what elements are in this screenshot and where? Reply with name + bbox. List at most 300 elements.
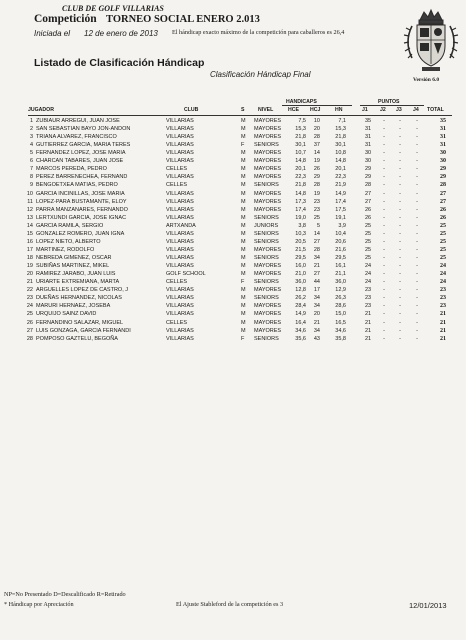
cell-j1: 29 <box>364 174 372 181</box>
cell-j4: - <box>416 271 418 278</box>
cell-total: 31 <box>440 134 446 141</box>
cell-j4: - <box>416 230 418 237</box>
cell-j2: - <box>383 311 385 318</box>
cell-name: RAMIREZ JARABO, JUAN LUIS <box>36 271 116 278</box>
cell-s: M <box>241 214 246 221</box>
cell-hce: 14,8 <box>295 158 306 165</box>
table-row <box>0 320 466 328</box>
cell-j4: - <box>416 190 418 197</box>
cell-total: 21 <box>440 335 446 342</box>
cell-pos: 20 <box>26 271 33 278</box>
cell-j1: 23 <box>364 295 372 302</box>
cell-j2: - <box>383 327 385 334</box>
cell-nivel: SENIORS <box>254 142 279 149</box>
cell-hn: 34,6 <box>335 327 346 334</box>
cell-j3: - <box>399 182 401 189</box>
cell-s: M <box>241 158 246 165</box>
cell-hn: 16,1 <box>335 263 346 270</box>
cell-name: FERNANDINO SALAZAR, MIGUEL <box>36 319 124 326</box>
cell-j3: - <box>399 311 401 318</box>
table-row <box>0 134 466 142</box>
table-row <box>0 215 466 223</box>
cell-j4: - <box>416 182 418 189</box>
cell-pos: 22 <box>26 287 33 294</box>
cell-s: M <box>241 222 246 229</box>
cell-pos: 6 <box>29 158 33 165</box>
cell-j3: - <box>399 335 401 342</box>
cell-j2: - <box>383 214 385 221</box>
cell-name: TRIANA ALVAREZ, FRANCISCO <box>36 134 117 141</box>
table-row <box>0 174 466 182</box>
subtitle: Clasificación Hándicap Final <box>210 70 311 79</box>
cell-j3: - <box>399 327 401 334</box>
col-hn: HN <box>335 107 343 113</box>
cell-j2: - <box>383 126 385 133</box>
col-j3: J3 <box>396 107 402 113</box>
cell-name: POMPOSO GAZTELU, BEGOÑA <box>36 335 118 342</box>
cell-total: 29 <box>440 174 446 181</box>
cell-hn: 21,1 <box>335 271 346 278</box>
cell-j3: - <box>399 303 401 310</box>
cell-pos: 7 <box>29 166 33 173</box>
cell-j3: - <box>399 255 401 262</box>
col-club: CLUB <box>184 107 199 113</box>
col-j4: J4 <box>413 107 419 113</box>
cell-pos: 4 <box>29 142 33 149</box>
cell-name: SUBIÑAS MARTINEZ, MIKEL <box>36 263 110 270</box>
col-nivel: NIVEL <box>258 107 274 113</box>
cell-hn: 21,8 <box>335 134 346 141</box>
cell-name: MARCOS PEREDA, PEDRO <box>36 166 107 173</box>
cell-pos: 27 <box>26 327 33 334</box>
cell-name: GUTIERREZ GARCIA, MARIA TERES <box>36 142 131 149</box>
cell-name: LUIS GONZAGA, GARCIA FERNANDI <box>36 327 131 334</box>
cell-pos: 26 <box>26 319 33 326</box>
cell-s: M <box>241 255 246 262</box>
cell-j4: - <box>416 295 418 302</box>
cell-hcj: 23 <box>313 206 320 213</box>
cell-total: 29 <box>440 166 446 173</box>
cell-name: FERNANDEZ LOPEZ, JOSE MARIA <box>36 150 126 157</box>
cell-j1: 25 <box>364 255 372 262</box>
table-row <box>0 231 466 239</box>
cell-pos: 2 <box>29 126 33 133</box>
cell-hce: 10,7 <box>295 150 306 157</box>
cell-name: BENGOETXEA MATIAS, PEDRO <box>36 182 118 189</box>
table-row <box>0 336 466 344</box>
cell-j4: - <box>416 158 418 165</box>
table-row <box>0 158 466 166</box>
cell-pos: 16 <box>26 238 33 245</box>
cell-hcj: 27 <box>313 238 320 245</box>
cell-s: F <box>241 279 245 286</box>
cell-s: M <box>241 230 246 237</box>
cell-j1: 24 <box>364 271 372 278</box>
cell-j4: - <box>416 198 418 205</box>
cell-total: 31 <box>440 142 446 149</box>
cell-hcj: 17 <box>313 287 320 294</box>
cell-s: M <box>241 319 246 326</box>
table-row <box>0 150 466 158</box>
col-sex: S <box>241 107 245 113</box>
cell-j2: - <box>383 158 385 165</box>
cell-j2: - <box>383 166 385 173</box>
cell-j4: - <box>416 327 418 334</box>
table-row <box>0 223 466 231</box>
cell-hce: 17,3 <box>295 198 306 205</box>
header-rule <box>28 115 452 116</box>
cell-j2: - <box>383 134 385 141</box>
cell-j4: - <box>416 214 418 221</box>
cell-j1: 24 <box>364 263 372 270</box>
cell-nivel: MAYORES <box>254 319 282 326</box>
cell-j2: - <box>383 174 385 181</box>
cell-club: VILLARIAS <box>166 311 194 318</box>
cell-hce: 3,8 <box>298 222 306 229</box>
cell-s: M <box>241 263 246 270</box>
cell-hcj: 34 <box>313 303 320 310</box>
cell-nivel: MAYORES <box>254 134 282 141</box>
cell-j4: - <box>416 335 418 342</box>
cell-j4: - <box>416 118 418 124</box>
cell-hn: 7,1 <box>338 118 346 124</box>
cell-hce: 34,6 <box>295 327 306 334</box>
cell-j4: - <box>416 174 418 181</box>
cell-club: VILLARIAS <box>166 327 194 334</box>
cell-hcj: 27 <box>313 271 320 278</box>
group-puntos: PUNTOS <box>378 99 400 105</box>
cell-total: 30 <box>440 158 446 165</box>
start-date: 12 de enero de 2013 <box>84 29 158 38</box>
cell-nivel: MAYORES <box>254 166 282 173</box>
cell-hcj: 44 <box>313 279 320 286</box>
legend-status: NP=No Presentado D=Descalificado R=Retirado <box>4 591 126 598</box>
cell-club: VILLARIAS <box>166 214 194 221</box>
cell-nivel: SENIORS <box>254 214 279 221</box>
cell-total: 31 <box>440 126 446 133</box>
cell-hn: 10,8 <box>335 150 346 157</box>
cell-j3: - <box>399 142 401 149</box>
cell-name: PEREZ BARRENECHEA, FERNAND <box>36 174 128 181</box>
cell-hcj: 28 <box>313 134 320 141</box>
cell-j3: - <box>399 287 401 294</box>
cell-club: CELLES <box>166 319 188 326</box>
cell-total: 24 <box>440 271 446 278</box>
group-handicaps: HANDICAPS <box>286 99 317 105</box>
cell-hce: 16,4 <box>295 319 306 326</box>
cell-j1: 30 <box>364 150 372 157</box>
cell-name: CHARCAN TABARES, JUAN JOSE <box>36 158 124 165</box>
cell-hn: 15,3 <box>335 126 346 133</box>
club-name: CLUB DE GOLF VILLARIAS <box>62 4 164 13</box>
cell-total: 23 <box>440 287 446 294</box>
cell-pos: 18 <box>26 255 33 262</box>
table-row <box>0 255 466 263</box>
cell-club: GOLF SCHOOL <box>166 271 206 278</box>
cell-j4: - <box>416 166 418 173</box>
cell-total: 23 <box>440 303 446 310</box>
cell-s: M <box>241 198 246 205</box>
cell-hn: 14,8 <box>335 158 346 165</box>
cell-name: LOPEZ-PARA BUSTAMANTE, ELOY <box>36 198 127 205</box>
cell-nivel: MAYORES <box>254 174 282 181</box>
cell-j2: - <box>383 142 385 149</box>
cell-nivel: MAYORES <box>254 158 282 165</box>
cell-nivel: JUNIORS <box>254 222 279 229</box>
cell-nivel: MAYORES <box>254 246 282 253</box>
cell-club: VILLARIAS <box>166 246 194 253</box>
cell-j1: 27 <box>364 198 372 205</box>
cell-club: VILLARIAS <box>166 206 194 213</box>
cell-hce: 20,1 <box>295 166 306 173</box>
cell-j2: - <box>383 182 385 189</box>
cell-nivel: MAYORES <box>254 126 282 133</box>
cell-hn: 20,1 <box>335 166 346 173</box>
cell-j1: 26 <box>364 206 372 213</box>
cell-nivel: MAYORES <box>254 263 282 270</box>
cell-club: VILLARIAS <box>166 230 194 237</box>
table-row <box>0 191 466 199</box>
cell-j4: - <box>416 150 418 157</box>
table-row <box>0 328 466 336</box>
cell-s: M <box>241 118 246 124</box>
cell-j4: - <box>416 206 418 213</box>
cell-j4: - <box>416 142 418 149</box>
cell-j1: 21 <box>364 327 372 334</box>
cell-j3: - <box>399 158 401 165</box>
cell-j1: 35 <box>364 118 372 124</box>
cell-j1: 31 <box>364 126 372 133</box>
cell-j1: 31 <box>364 142 372 149</box>
table-row <box>0 126 466 134</box>
cell-s: M <box>241 295 246 302</box>
table-header <box>28 98 452 116</box>
cell-hce: 20,5 <box>295 238 306 245</box>
cell-total: 26 <box>440 206 446 213</box>
cell-hcj: 14 <box>313 230 320 237</box>
cell-total: 25 <box>440 238 446 245</box>
table-row <box>0 247 466 255</box>
cell-hcj: 10 <box>313 118 320 124</box>
cell-j4: - <box>416 246 418 253</box>
table-row <box>0 295 466 303</box>
cell-j1: 28 <box>364 182 372 189</box>
cell-total: 26 <box>440 214 446 221</box>
cell-hn: 21,6 <box>335 246 346 253</box>
cell-j3: - <box>399 190 401 197</box>
cell-j1: 30 <box>364 158 372 165</box>
cell-hcj: 29 <box>313 174 320 181</box>
cell-j3: - <box>399 134 401 141</box>
cell-j1: 27 <box>364 190 372 197</box>
cell-pos: 13 <box>26 214 33 221</box>
cell-name: URIARTE EXTREMIANA, MARTA <box>36 279 120 286</box>
cell-pos: 5 <box>29 150 33 157</box>
table-row <box>0 303 466 311</box>
cell-pos: 17 <box>26 246 33 253</box>
cell-club: VILLARIAS <box>166 198 194 205</box>
stableford-note: El Ajuste Stableford de la competición es 3 <box>176 601 284 608</box>
cell-hcj: 20 <box>313 126 320 133</box>
cell-j3: - <box>399 295 401 302</box>
cell-hcj: 28 <box>313 182 320 189</box>
cell-name: NEBREDA GIMENEZ, OSCAR <box>36 255 112 262</box>
cell-s: M <box>241 303 246 310</box>
cell-hce: 28,4 <box>295 303 306 310</box>
cell-j2: - <box>383 335 385 342</box>
cell-name: GARCIA RAMILA, SERGIO <box>36 222 104 229</box>
table-row <box>0 311 466 319</box>
cell-j2: - <box>383 255 385 262</box>
cell-j2: - <box>383 287 385 294</box>
cell-j3: - <box>399 150 401 157</box>
cell-hcj: 25 <box>313 214 320 221</box>
cell-hn: 28,6 <box>335 303 346 310</box>
cell-j4: - <box>416 238 418 245</box>
cell-hce: 21,0 <box>295 271 306 278</box>
cell-j3: - <box>399 118 401 124</box>
cell-j4: - <box>416 134 418 141</box>
cell-name: GARCIA INCINILLAS, JOSE MARIA <box>36 190 125 197</box>
cell-name: ZUBIAUR ARREGUI, JUAN JOSE <box>36 118 120 124</box>
cell-j2: - <box>383 295 385 302</box>
cell-club: VILLARIAS <box>166 118 194 124</box>
cell-j1: 23 <box>364 287 372 294</box>
cell-s: M <box>241 271 246 278</box>
cell-j1: 25 <box>364 238 372 245</box>
cell-j4: - <box>416 287 418 294</box>
cell-j4: - <box>416 279 418 286</box>
cell-j3: - <box>399 206 401 213</box>
cell-j1: 31 <box>364 134 372 141</box>
competition-label: Competición <box>34 13 97 25</box>
cell-j2: - <box>383 230 385 237</box>
cell-hn: 29,5 <box>335 255 346 262</box>
cell-hn: 21,9 <box>335 182 346 189</box>
table-row <box>0 142 466 150</box>
cell-total: 27 <box>440 190 446 197</box>
cell-hcj: 26 <box>313 166 320 173</box>
cell-j3: - <box>399 126 401 133</box>
table-row <box>0 207 466 215</box>
cell-name: ARGUELLES LOPEZ DE CASTRO, J <box>36 287 128 294</box>
cell-hcj: 5 <box>316 222 320 229</box>
cell-j4: - <box>416 255 418 262</box>
cell-hce: 14,9 <box>295 311 306 318</box>
cell-hce: 10,3 <box>295 230 306 237</box>
cell-j2: - <box>383 246 385 253</box>
cell-s: M <box>241 134 246 141</box>
col-hce: HCE <box>288 107 299 113</box>
cell-hcj: 34 <box>313 295 320 302</box>
cell-hn: 15,0 <box>335 311 346 318</box>
cell-hce: 22,3 <box>295 174 306 181</box>
cell-hce: 21,8 <box>295 182 306 189</box>
cell-pos: 1 <box>29 118 33 124</box>
cell-club: VILLARIAS <box>166 255 194 262</box>
cell-club: VILLARIAS <box>166 126 194 133</box>
cell-nivel: SENIORS <box>254 335 279 342</box>
cell-pos: 10 <box>26 190 33 197</box>
cell-club: VILLARIAS <box>166 263 194 270</box>
cell-j2: - <box>383 303 385 310</box>
cell-club: VILLARIAS <box>166 303 194 310</box>
cell-hce: 7,5 <box>298 118 306 124</box>
cell-nivel: MAYORES <box>254 287 282 294</box>
cell-hn: 22,3 <box>335 174 346 181</box>
cell-hcj: 21 <box>313 319 320 326</box>
handicap-note: El hándicap exacto máximo de la competición para caballeros es 26,4 <box>172 29 345 36</box>
cell-j1: 25 <box>364 230 372 237</box>
cell-s: M <box>241 150 246 157</box>
cell-j3: - <box>399 279 401 286</box>
cell-s: M <box>241 287 246 294</box>
cell-j3: - <box>399 271 401 278</box>
cell-club: CELLES <box>166 182 188 189</box>
cell-name: MARURI HERNAEZ, JOSEBA <box>36 303 111 310</box>
cell-nivel: SENIORS <box>254 255 279 262</box>
cell-club: VILLARIAS <box>166 134 194 141</box>
cell-pos: 25 <box>26 311 33 318</box>
cell-hn: 12,9 <box>335 287 346 294</box>
cell-pos: 19 <box>26 263 33 270</box>
print-date: 12/01/2013 <box>409 601 447 610</box>
cell-hn: 20,6 <box>335 238 346 245</box>
cell-hcj: 20 <box>313 311 320 318</box>
cell-total: 27 <box>440 198 446 205</box>
cell-club: VILLARIAS <box>166 335 194 342</box>
table-row <box>0 118 466 126</box>
table-row <box>0 279 466 287</box>
col-hcj: HCJ <box>310 107 321 113</box>
cell-hcj: 19 <box>313 190 320 197</box>
cell-j1: 29 <box>364 166 372 173</box>
cell-total: 35 <box>440 118 446 124</box>
cell-total: 25 <box>440 246 446 253</box>
cell-hce: 15,3 <box>295 126 306 133</box>
cell-j2: - <box>383 222 385 229</box>
cell-club: CELLES <box>166 166 188 173</box>
cell-total: 21 <box>440 311 446 318</box>
cell-j2: - <box>383 319 385 326</box>
cell-pos: 14 <box>26 222 33 229</box>
cell-nivel: SENIORS <box>254 279 279 286</box>
cell-total: 21 <box>440 327 446 334</box>
cell-j1: 24 <box>364 279 372 286</box>
cell-j1: 21 <box>364 319 372 326</box>
col-total: TOTAL <box>427 107 444 113</box>
cell-nivel: MAYORES <box>254 206 282 213</box>
cell-hce: 30,1 <box>295 142 306 149</box>
cell-nivel: MAYORES <box>254 311 282 318</box>
table-row <box>0 263 466 271</box>
cell-j2: - <box>383 198 385 205</box>
cell-j2: - <box>383 263 385 270</box>
competition-name: TORNEO SOCIAL ENERO 2.013 <box>106 14 260 25</box>
cell-club: VILLARIAS <box>166 295 194 302</box>
cell-j2: - <box>383 238 385 245</box>
cell-j4: - <box>416 319 418 326</box>
cell-j3: - <box>399 198 401 205</box>
cell-nivel: MAYORES <box>254 198 282 205</box>
cell-pos: 28 <box>26 335 33 342</box>
cell-pos: 3 <box>29 134 33 141</box>
table-row <box>0 166 466 174</box>
cell-s: M <box>241 126 246 133</box>
cell-total: 25 <box>440 255 446 262</box>
table-row <box>0 182 466 190</box>
cell-pos: 15 <box>26 230 33 237</box>
